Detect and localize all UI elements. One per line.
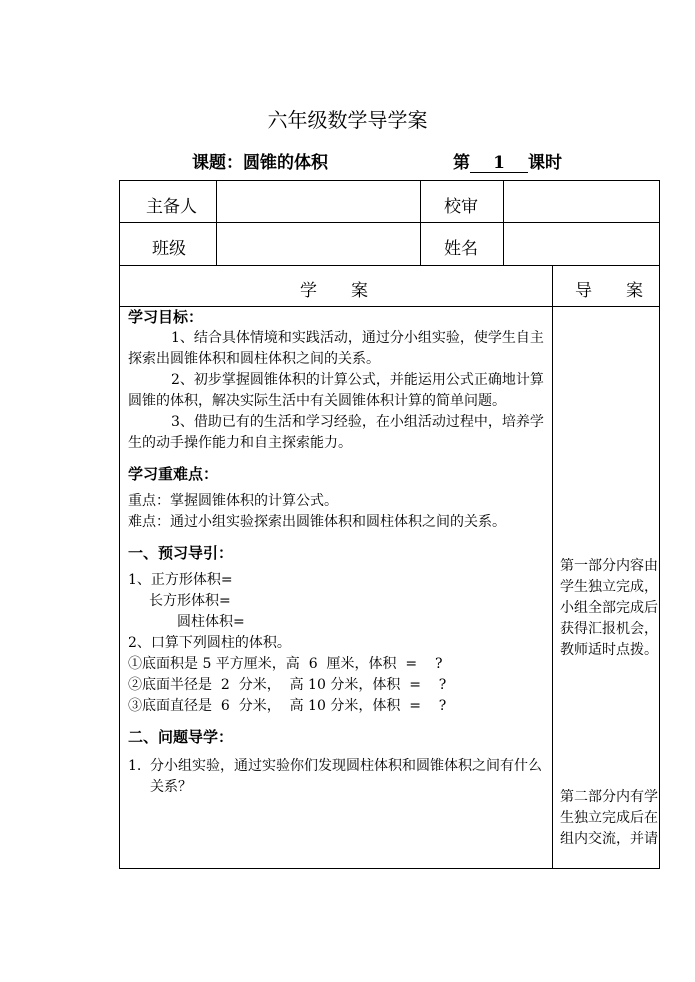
goal-2: 2、初步掌握圆锥体积的计算公式，并能运用公式正确地计算圆锥的体积，解决实际生活中有关圆锥体积计算的简单问题。 [128, 372, 544, 409]
key-point: 重点：掌握圆锥体积的计算公式。 [128, 493, 338, 509]
guide-column-header: 导 案 [575, 281, 643, 301]
author-label: 主备人 [146, 197, 197, 217]
goals-heading: 学习目标： [128, 308, 204, 326]
problem-number: 1. [128, 758, 142, 774]
study-content [128, 307, 550, 798]
class-label: 班级 [152, 239, 186, 259]
name-label: 姓名 [444, 239, 478, 259]
problem-text: 分小组实验，通过实验你们发现圆柱体积和圆锥体积之间有什么关系？ [150, 758, 542, 795]
preview-item: ③底面直径是 6 分米， 高 10 分米，体积 = ? [128, 698, 447, 714]
preview-item: ①底面积是 5 平方厘米，高 6 厘米，体积 = ? [128, 656, 443, 672]
goal-1: 1、结合具体情境和实践活动，通过分小组实验，使学生自主探索出圆锥体积和圆柱体积之间的关系。 [128, 330, 544, 367]
guide-note-2: 第二部分内有学生独立完成后在组内交流，并请 [560, 789, 658, 847]
preview-item: 1、正方形体积= [128, 572, 233, 588]
page-title: 六年级数学导学案 [267, 108, 428, 132]
preview-item: ②底面半径是 2 分米， 高 10 分米，体积 = ? [128, 677, 447, 693]
lesson-number: 第 1 课时 [453, 153, 562, 173]
lesson-topic: 课题：圆锥的体积 [192, 153, 328, 173]
lesson-plan-table [119, 180, 660, 869]
study-column-header: 学 案 [300, 281, 368, 301]
preview-heading: 一、预习导引： [128, 544, 234, 562]
difficult-point: 难点：通过小组实验探索出圆锥体积和圆柱体积之间的关系。 [128, 514, 506, 530]
goal-3: 3、借助已有的生活和学习经验，在小组活动过程中，培养学生的动手操作能力和自主探索能力。 [128, 414, 544, 451]
key-points-heading: 学习重难点： [128, 465, 219, 483]
preview-item: 圆柱体积= [177, 614, 245, 630]
reviewer-label: 校审 [444, 197, 478, 217]
problem-heading: 二、问题导学： [128, 728, 234, 746]
preview-item: 2、口算下列圆柱的体积。 [128, 635, 291, 651]
problem-item [128, 756, 550, 798]
preview-item: 长方形体积= [149, 593, 231, 609]
guide-note-1: 第一部分内容由学生独立完成，小组全部完成后获得汇报机会，教师适时点拨。 [560, 558, 658, 658]
